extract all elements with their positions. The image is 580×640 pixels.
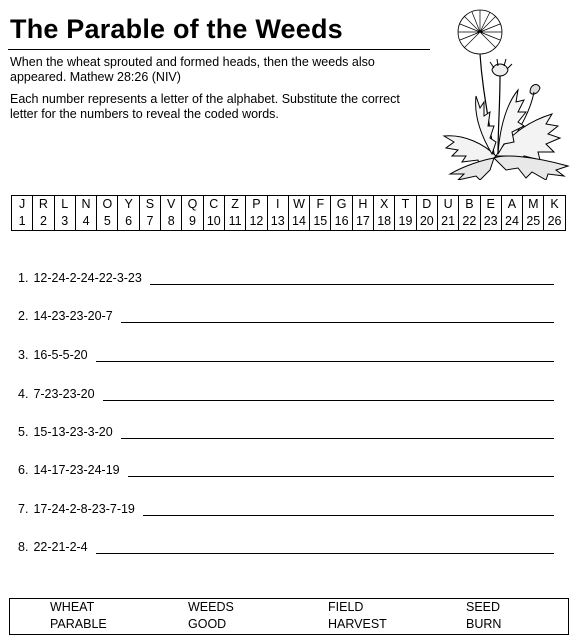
question-row <box>18 463 120 477</box>
cipher-number-cell: 20 <box>416 213 437 231</box>
cipher-letter-cell: J <box>12 196 33 214</box>
question-row <box>18 540 88 554</box>
cipher-number-cell: 9 <box>182 213 203 231</box>
verse-text: When the wheat sprouted and formed heads, then the weeds also appeared. Mathew 28:26 (NIV) <box>10 55 375 84</box>
question-number: 8. <box>18 540 29 554</box>
cipher-number-cell: 26 <box>544 213 565 231</box>
cipher-letter-cell: T <box>395 196 416 214</box>
question-number: 3. <box>18 348 29 362</box>
question-number: 5. <box>18 425 29 439</box>
cipher-letter-cell: E <box>480 196 501 214</box>
question-code: 14-23-23-20-7 <box>33 309 113 323</box>
cipher-number-cell: 23 <box>480 213 501 231</box>
cipher-number-cell: 19 <box>395 213 416 231</box>
cipher-number-cell: 25 <box>523 213 544 231</box>
title-underline <box>8 49 430 50</box>
cipher-number-cell: 22 <box>459 213 480 231</box>
cipher-letter-cell: G <box>331 196 352 214</box>
cipher-numbers-row <box>12 213 566 231</box>
cipher-letter-cell: Q <box>182 196 203 214</box>
cipher-number-cell: 21 <box>437 213 458 231</box>
word-bank-item: BURN <box>466 617 502 631</box>
cipher-letter-cell: U <box>437 196 458 214</box>
cipher-number-cell: 1 <box>12 213 33 231</box>
cipher-letter-cell: B <box>459 196 480 214</box>
word-bank-item: WHEAT <box>50 600 95 614</box>
cipher-letter-cell: R <box>33 196 54 214</box>
word-bank-item: HARVEST <box>328 617 387 631</box>
cipher-number-cell: 24 <box>501 213 522 231</box>
word-bank-item: GOOD <box>188 617 227 631</box>
cipher-letter-cell: Y <box>118 196 139 214</box>
cipher-number-cell: 8 <box>161 213 182 231</box>
question-row <box>18 387 95 401</box>
cipher-number-cell: 17 <box>352 213 373 231</box>
question-number: 2. <box>18 309 29 323</box>
cipher-number-cell: 13 <box>267 213 288 231</box>
cipher-number-cell: 2 <box>33 213 54 231</box>
cipher-letter-cell: L <box>54 196 75 214</box>
question-code: 22-21-2-4 <box>33 540 88 554</box>
answer-line <box>128 476 554 477</box>
answer-line <box>150 284 554 285</box>
question-code: 7-23-23-20 <box>33 387 95 401</box>
answer-line <box>143 515 554 516</box>
cipher-letter-cell: D <box>416 196 437 214</box>
cipher-letter-cell: K <box>544 196 565 214</box>
question-code: 16-5-5-20 <box>33 348 88 362</box>
cipher-letter-cell: P <box>246 196 267 214</box>
cipher-letter-cell: C <box>203 196 224 214</box>
question-number: 1. <box>18 271 29 285</box>
cipher-letter-cell: X <box>374 196 395 214</box>
cipher-number-cell: 4 <box>75 213 96 231</box>
word-bank-item: SEED <box>466 600 501 614</box>
cipher-letter-cell: A <box>501 196 522 214</box>
question-row <box>18 348 88 362</box>
cipher-number-cell: 10 <box>203 213 224 231</box>
question-row <box>18 271 142 285</box>
cipher-letter-cell: F <box>310 196 331 214</box>
cipher-letter-cell: S <box>139 196 160 214</box>
question-row <box>18 425 113 439</box>
cipher-letter-cell: O <box>97 196 118 214</box>
question-row <box>18 502 135 516</box>
word-bank-item: PARABLE <box>50 617 107 631</box>
answer-line <box>121 322 554 323</box>
question-row <box>18 309 113 323</box>
question-number: 4. <box>18 387 29 401</box>
cipher-letter-cell: I <box>267 196 288 214</box>
word-bank-item: WEEDS <box>188 600 234 614</box>
question-code: 14-17-23-24-19 <box>33 463 120 477</box>
cipher-number-cell: 16 <box>331 213 352 231</box>
cipher-letter-cell: V <box>161 196 182 214</box>
cipher-number-cell: 12 <box>246 213 267 231</box>
answer-line <box>121 438 554 439</box>
cipher-letter-cell: M <box>523 196 544 214</box>
answer-line <box>96 553 554 554</box>
word-bank-item: FIELD <box>328 600 364 614</box>
cipher-number-cell: 6 <box>118 213 139 231</box>
question-number: 7. <box>18 502 29 516</box>
cipher-letters-row <box>12 196 566 214</box>
answer-line <box>96 361 554 362</box>
cipher-letter-cell: N <box>75 196 96 214</box>
cipher-letter-cell: H <box>352 196 373 214</box>
cipher-number-cell: 14 <box>288 213 309 231</box>
dandelion-illustration <box>434 4 574 180</box>
question-code: 17-24-2-8-23-7-19 <box>33 502 135 516</box>
cipher-number-cell: 3 <box>54 213 75 231</box>
word-bank <box>9 598 569 635</box>
answer-line <box>103 400 554 401</box>
cipher-number-cell: 18 <box>374 213 395 231</box>
page-title: The Parable of the Weeds <box>10 14 343 44</box>
question-code: 12-24-2-24-22-3-23 <box>33 271 142 285</box>
cipher-number-cell: 11 <box>224 213 245 231</box>
cipher-letter-cell: W <box>288 196 309 214</box>
cipher-letter-cell: Z <box>224 196 245 214</box>
cipher-key-table <box>11 195 566 231</box>
instructions-text: Each number represents a letter of the alphabet. Substitute the correct letter for the numbers to reveal the coded words. <box>10 92 400 121</box>
cipher-number-cell: 7 <box>139 213 160 231</box>
cipher-number-cell: 5 <box>97 213 118 231</box>
question-code: 15-13-23-3-20 <box>33 425 113 439</box>
cipher-number-cell: 15 <box>310 213 331 231</box>
question-number: 6. <box>18 463 29 477</box>
